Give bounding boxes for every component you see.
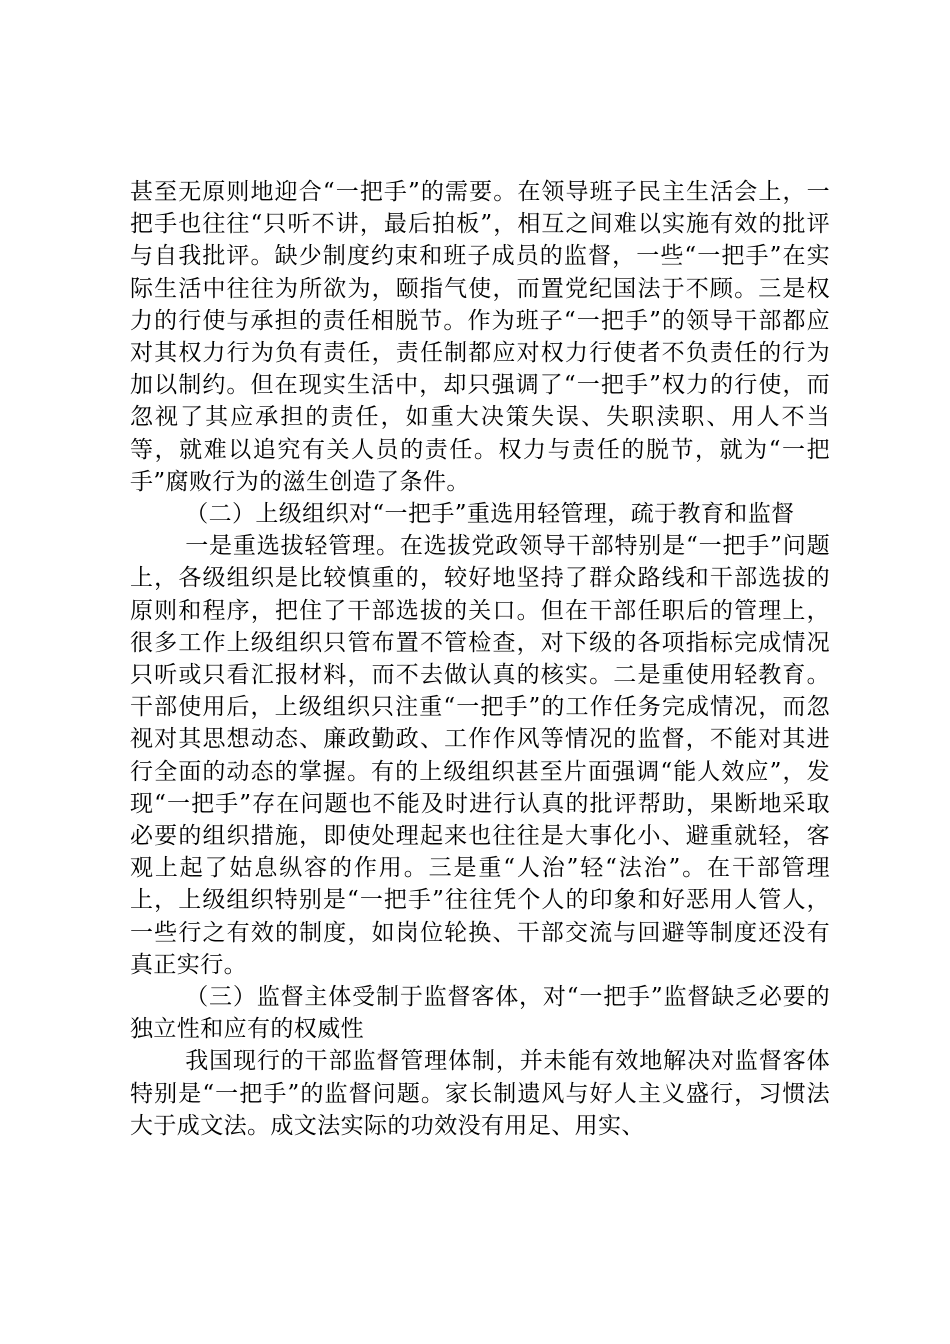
body-paragraph-continued: 甚至无原则地迎合“一把手”的需要。在领导班子民主生活会上，一把手也往往“只听不讲，最后拍板”，相互之间难以实施有效的批评与自我批评。缺少制度约束和班子成员的监督，一些“一把手”在实际生活中往往为所欲为，颐指气使，而置党纪国法于不顾。三是权力的行使与承担的责任相脱节。作为班子“一把手”的领导干部都应对其权力行为负有责任，责任制都应对权力行使者不负责任的行为加以制约。但在现实生活中，却只强调了“一把手”权力的行使，而忽视了其应承担的责任，如重大决策失误、失职渎职、用人不当等，就难以追究有关人员的责任。权力与责任的脱节，就为“一把手”腐败行为的滋生创造了条件。: [130, 179, 830, 495]
body-paragraph: 一是重选拔轻管理。在选拔党政领导干部特别是“一把手”问题上，各级组织是比较慎重的，较好地坚持了群众路线和干部选拔的原则和程序，把住了干部选拔的关口。但在干部任职后的管理上，很多工作上级组织只管布置不管检查，对下级的各项指标完成情况只听或只看汇报材料，而不去做认真的核实。二是重使用轻教育。干部使用后，上级组织只注重“一把手”的工作任务完成情况，而忽视对其思想动态、廉政勤政、工作作风等情况的监督，不能对其进行全面的动态的掌握。有的上级组织甚至片面强调“能人效应”，发现“一把手”存在问题也不能及时进行认真的批评帮助，果断地采取必要的组织措施，即使处理起来也往往是大事化小、避重就轻，客观上起了姑息纵容的作用。三是重“人治”轻“法治”。在干部管理上，上级组织特别是“一把手”往往凭个人的印象和好恶用人管人，一些行之有效的制度，如岗位轮换、干部交流与回避等制度还没有真正实行。: [130, 533, 830, 978]
section-heading-3: （三）监督主体受制于监督客体，对“一把手”监督缺乏必要的独立性和应有的权威性: [130, 984, 830, 1043]
document-body: [130, 176, 830, 1142]
body-paragraph: 我国现行的干部监督管理体制，并未能有效地解决对监督客体特别是“一把手”的监督问题。家长制遗风与好人主义盛行，习惯法大于成文法。成文法实际的功效没有用足、用实、: [130, 1048, 830, 1139]
section-heading-2: （二）上级组织对“一把手”重选用轻管理，疏于教育和监督: [185, 501, 795, 528]
